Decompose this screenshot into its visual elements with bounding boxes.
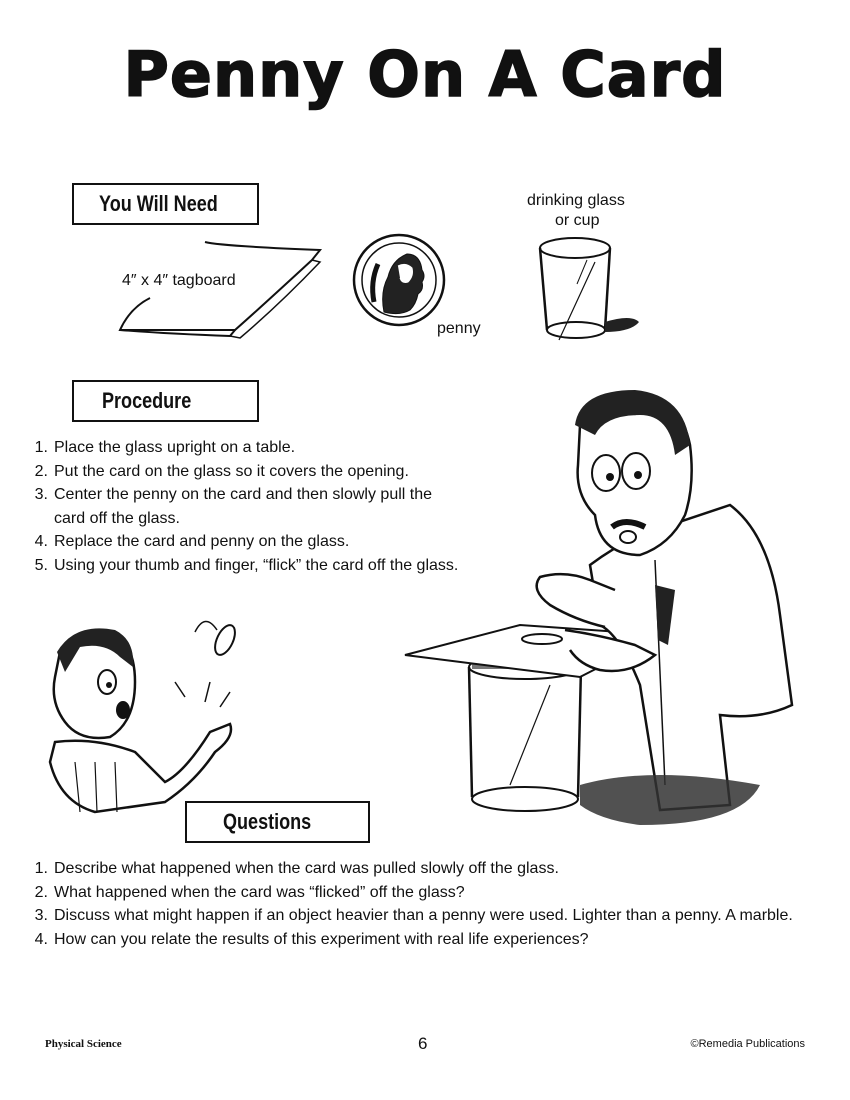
footer-publisher: ©Remedia Publications bbox=[690, 1038, 805, 1050]
procedure-step: 2. Put the card on the glass so it covers the opening. bbox=[34, 462, 409, 480]
procedure-list bbox=[28, 436, 460, 577]
penny-illustration bbox=[352, 232, 452, 332]
question-item: 3. Discuss what might happen if an object heavier than a penny were used. Lighter than a penny. A marble. bbox=[34, 907, 793, 924]
glass-label-line2: or cup bbox=[555, 212, 600, 229]
footer-page-number: 6 bbox=[418, 1034, 428, 1053]
tagboard-illustration bbox=[110, 238, 330, 348]
procedure-step: 4. Replace the card and penny on the glass. bbox=[34, 533, 350, 550]
glass-illustration bbox=[535, 232, 655, 347]
page-title: Penny On A Card bbox=[123, 38, 727, 111]
footer-subject: Physical Science bbox=[45, 1038, 122, 1050]
glass-label-line1: drinking glass bbox=[527, 192, 625, 209]
boy-illustration bbox=[35, 612, 235, 822]
tagboard-label: 4″ x 4″ tagboard bbox=[122, 272, 236, 289]
question-item: 1. Describe what happened when the card was pulled slowly off the glass. bbox=[34, 860, 559, 877]
section-heading-procedure: Procedure bbox=[72, 380, 259, 422]
section-heading-you-will-need: You Will Need bbox=[72, 183, 259, 225]
section-heading-questions: Questions bbox=[185, 801, 370, 843]
magician-illustration bbox=[400, 385, 800, 835]
procedure-step: 5. Using your thumb and finger, “flick” the card off the glass. bbox=[34, 556, 459, 574]
question-item: 2. What happened when the card was “flicked” off the glass? bbox=[34, 883, 465, 901]
procedure-step: 3. Center the penny on the card and then slowly pull the card off the glass. bbox=[34, 486, 433, 527]
question-item: 4. How can you relate the results of this experiment with real life experiences? bbox=[34, 930, 589, 948]
procedure-step: 1. Place the glass upright on a table. bbox=[34, 439, 296, 456]
penny-label: penny bbox=[437, 320, 481, 337]
questions-list bbox=[28, 857, 818, 951]
